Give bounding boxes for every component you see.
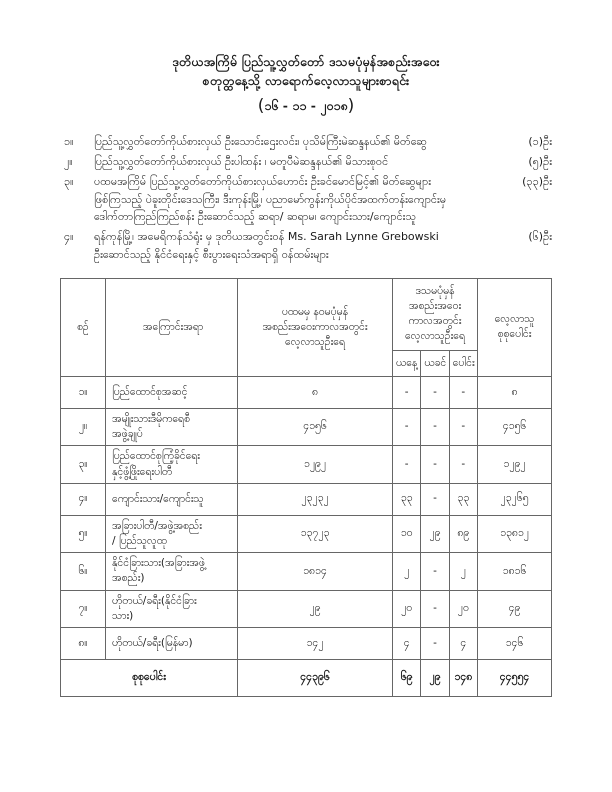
list-item-number: ၁။ bbox=[64, 135, 74, 149]
cell-no: ၃။ bbox=[61, 446, 106, 483]
cell-today: - bbox=[393, 408, 421, 445]
header-current-line-2: ကာလအတွင်း bbox=[408, 315, 462, 328]
visitor-statistics-table bbox=[60, 278, 552, 697]
header-subtotal: ပေါင်း bbox=[449, 350, 477, 376]
date-value: ၁၆ - ၁၁ - ၂၀၁၈ bbox=[264, 97, 348, 113]
cell-no: ၁။ bbox=[61, 376, 106, 408]
cell-topic bbox=[106, 515, 238, 552]
header-grand-total bbox=[478, 278, 552, 376]
header-topic: အကြောင်းအရာ bbox=[106, 278, 238, 376]
list-item-number: ၃။ bbox=[64, 174, 74, 188]
cell-no: ၄။ bbox=[61, 483, 106, 515]
cell-past: - bbox=[421, 628, 449, 660]
date-open-paren: ( bbox=[257, 95, 265, 116]
header-grand-total-line-1: လေ့လာသူ bbox=[494, 313, 535, 326]
cell-past: - bbox=[421, 590, 449, 627]
list-item-count: (၆)ဦး bbox=[528, 230, 552, 244]
cell-previous: ၁၄၂ bbox=[238, 628, 393, 660]
cell-total: ၂၃၂၆၅ bbox=[478, 483, 552, 515]
list-item-number: ၄။ bbox=[64, 230, 74, 244]
cell-today: ၃၃ bbox=[393, 483, 421, 515]
header-previous-line-3: လေ့လာသူဦးရေ bbox=[284, 335, 346, 348]
visitor-list bbox=[60, 133, 552, 264]
cell-no: ၆။ bbox=[61, 553, 106, 590]
table-row bbox=[61, 628, 552, 660]
list-item-count: (၅)ဦး bbox=[528, 154, 552, 168]
cell-topic bbox=[106, 553, 238, 590]
cell-topic-line: အစည်း) bbox=[112, 572, 145, 585]
document-title-line-2: စတုတ္ထနေ့သို့ လာရောက်လေ့လာသူများစာရင်း bbox=[202, 73, 410, 89]
cell-topic bbox=[106, 408, 238, 445]
cell-total: ၄၁၅၆ bbox=[478, 408, 552, 445]
cell-today: - bbox=[393, 446, 421, 483]
total-today: ၆၉ bbox=[393, 660, 421, 697]
cell-past: - bbox=[421, 483, 449, 515]
list-item-count: (၃၃)ဦး bbox=[522, 174, 552, 188]
cell-subtotal: ၃၃ bbox=[449, 483, 477, 515]
list-item-text: ပထမအကြိမ် ပြည်သူ့လွှတ်တော်ကိုယ်စားလှယ်ဟောင်း ဦးခင်မောင်မြင့်၏ မိတ်ဆွေများ bbox=[94, 174, 431, 188]
cell-topic-line: ဟိုတယ်/ခရီး(နိုင်ငံခြား bbox=[112, 594, 197, 607]
cell-total: ၁၂၉၂ bbox=[478, 446, 552, 483]
table-row bbox=[61, 515, 552, 552]
cell-topic bbox=[106, 628, 238, 660]
header-current-line-1: ဒသမပုံမှန်အစည်းအဝေး bbox=[408, 284, 462, 312]
list-item-number: ၂။ bbox=[64, 154, 73, 168]
total-previous: ၄၄၃၉၆ bbox=[238, 660, 393, 697]
cell-no: ၂။ bbox=[61, 408, 106, 445]
document-header bbox=[60, 52, 552, 119]
cell-total: ၁၈၁၆ bbox=[478, 553, 552, 590]
header-previous-line-2: အစည်းအဝေးကာလအတွင်း bbox=[262, 320, 368, 333]
cell-today: ၂ bbox=[393, 553, 421, 590]
cell-topic-line: / ပြည်သူလူထု bbox=[112, 534, 167, 547]
cell-topic bbox=[106, 483, 238, 515]
total-label: စုစုပေါင်း bbox=[61, 660, 238, 697]
table-body bbox=[61, 376, 552, 696]
cell-topic-line: အခြားပါတီ/အဖွဲ့အစည်း bbox=[112, 519, 202, 532]
cell-topic-line: ပြည်ထောင်စုအဆင့် bbox=[112, 385, 188, 398]
cell-topic-line: ပြည်ထောင်စုကြံ့ခိုင်ရေး bbox=[112, 450, 200, 463]
list-item-text: ပြည်သူ့လွှတ်တော်ကိုယ်စားလှယ် ဦးသောင်းဌေးလင်း၊ ပုသိမ်ကြီးမဲဆန္ဒနယ်၏ မိတ်ဆွေ bbox=[94, 135, 427, 149]
total-grand: ၄၄၅၅၄ bbox=[478, 660, 552, 697]
cell-topic-line: နှင့်ဖွံ့ဖြိုးရေးပါတီ bbox=[112, 465, 173, 478]
document-title-line-1: ဒုတိယအကြိမ် ပြည်သူ့လွှတ်တော် ဒသမပုံမှန်အစည်းအဝေး bbox=[172, 54, 440, 69]
cell-previous: ၁၃၇၂၃ bbox=[238, 515, 393, 552]
list-item bbox=[60, 153, 552, 171]
header-today: ယနေ့ bbox=[393, 350, 421, 376]
header-current-line-3: လေ့လာသူဦးရေ bbox=[404, 330, 466, 343]
table-row bbox=[61, 376, 552, 408]
table-total-row bbox=[61, 660, 552, 697]
header-grand-total-line-2: စုစုပေါင်း bbox=[497, 328, 532, 341]
cell-previous: ၂၃၂၃၂ bbox=[238, 483, 393, 515]
cell-topic-line: အမျိုးသားဒီမိုကရေစီ bbox=[112, 412, 190, 425]
cell-subtotal: ၂ bbox=[449, 553, 477, 590]
cell-subtotal: - bbox=[449, 408, 477, 445]
cell-subtotal: ၄ bbox=[449, 628, 477, 660]
list-item bbox=[60, 173, 552, 226]
cell-past: - bbox=[421, 408, 449, 445]
header-previous-line-1: ပထမမှ နဝမပုံမှန် bbox=[281, 305, 349, 318]
cell-previous: ၄၁၅၆ bbox=[238, 408, 393, 445]
list-item-continuation: ဦးဆောင်သည့် နိုင်ငံရေးနှင့် စီးပွားရေးသံအရာရှိ ဝန်ထမ်းများ bbox=[94, 247, 329, 261]
cell-no: ၅။ bbox=[61, 515, 106, 552]
cell-topic bbox=[106, 446, 238, 483]
cell-topic-line: သား) bbox=[112, 609, 134, 622]
table-row bbox=[61, 446, 552, 483]
cell-past: - bbox=[421, 446, 449, 483]
document-date bbox=[60, 93, 552, 119]
header-no: စဉ် bbox=[61, 278, 106, 376]
cell-topic bbox=[106, 590, 238, 627]
table-row bbox=[61, 590, 552, 627]
cell-total: ၁၄၆ bbox=[478, 628, 552, 660]
header-previous-sessions bbox=[238, 278, 393, 376]
table-row bbox=[61, 408, 552, 445]
list-item-count: (၁)ဦး bbox=[528, 135, 552, 149]
header-past: ယခင် bbox=[421, 350, 449, 376]
cell-subtotal: - bbox=[449, 376, 477, 408]
cell-total: ၄၉ bbox=[478, 590, 552, 627]
table-head bbox=[61, 278, 552, 376]
list-item-continuation: ဖြစ်ကြသည့် ပဲခူးတိုင်းဒေသကြီး၊ ဒီးကုန်းမြို့၊ ပညာမော်ကွန်းကိုယ်ပိုင်အထက်တန်းကျောင်းမှ bbox=[94, 192, 447, 206]
cell-today: ၄ bbox=[393, 628, 421, 660]
table-row bbox=[61, 483, 552, 515]
cell-topic bbox=[106, 376, 238, 408]
cell-past: - bbox=[421, 376, 449, 408]
list-item-text: ရန်ကုန်မြို့၊ အမေရိကန်သံရုံး မှ ဒုတိယအတွင်းဝန် Ms. Sarah Lynne Grebowski bbox=[94, 230, 439, 244]
cell-topic-line: ကျောင်းသား/ကျောင်းသူ bbox=[112, 492, 204, 505]
cell-no: ၇။ bbox=[61, 590, 106, 627]
list-item bbox=[60, 133, 552, 151]
cell-subtotal: - bbox=[449, 446, 477, 483]
table-row bbox=[61, 553, 552, 590]
header-current-session-group bbox=[393, 278, 478, 350]
cell-previous: ၁၈၁၄ bbox=[238, 553, 393, 590]
cell-topic-line: ဟိုတယ်/ခရီး(မြန်မာ) bbox=[112, 636, 193, 649]
cell-subtotal: ၈၉ bbox=[449, 515, 477, 552]
date-close-paren: ) bbox=[347, 95, 355, 116]
total-past: ၂၉ bbox=[421, 660, 449, 697]
cell-topic-line: အဖွဲ့ချုပ် bbox=[112, 428, 143, 441]
list-item-continuation: ဒေါက်တာကြည်ကြည်စန်း ဦးဆောင်သည့် ဆရာ/ ဆရာမ၊ ကျောင်းသား/ကျောင်းသူ bbox=[94, 210, 417, 224]
cell-total: ၈ bbox=[478, 376, 552, 408]
cell-today: - bbox=[393, 376, 421, 408]
cell-today: ၂၀ bbox=[393, 590, 421, 627]
cell-previous: ၁၂၉၂ bbox=[238, 446, 393, 483]
total-subtotal: ၁၄၈ bbox=[449, 660, 477, 697]
cell-today: ၁၀ bbox=[393, 515, 421, 552]
cell-previous: ၂၉ bbox=[238, 590, 393, 627]
cell-previous: ၈ bbox=[238, 376, 393, 408]
list-item-text: ပြည်သူ့လွှတ်တော်ကိုယ်စားလှယ် ဦးပါထန်း ၊ မတူပီမဲဆန္ဒနယ်၏ မိသားစုဝင် bbox=[94, 154, 389, 168]
cell-topic-line: နိုင်ငံခြားသား(အခြားအဖွဲ့ bbox=[112, 557, 205, 570]
visitor-statistics-table-wrapper bbox=[60, 278, 552, 697]
cell-past: - bbox=[421, 553, 449, 590]
list-item bbox=[60, 228, 552, 264]
table-header-row bbox=[61, 278, 552, 350]
cell-no: ၈။ bbox=[61, 628, 106, 660]
cell-subtotal: ၂၀ bbox=[449, 590, 477, 627]
cell-total: ၁၃၈၁၂ bbox=[478, 515, 552, 552]
cell-past: ၂၉ bbox=[421, 515, 449, 552]
